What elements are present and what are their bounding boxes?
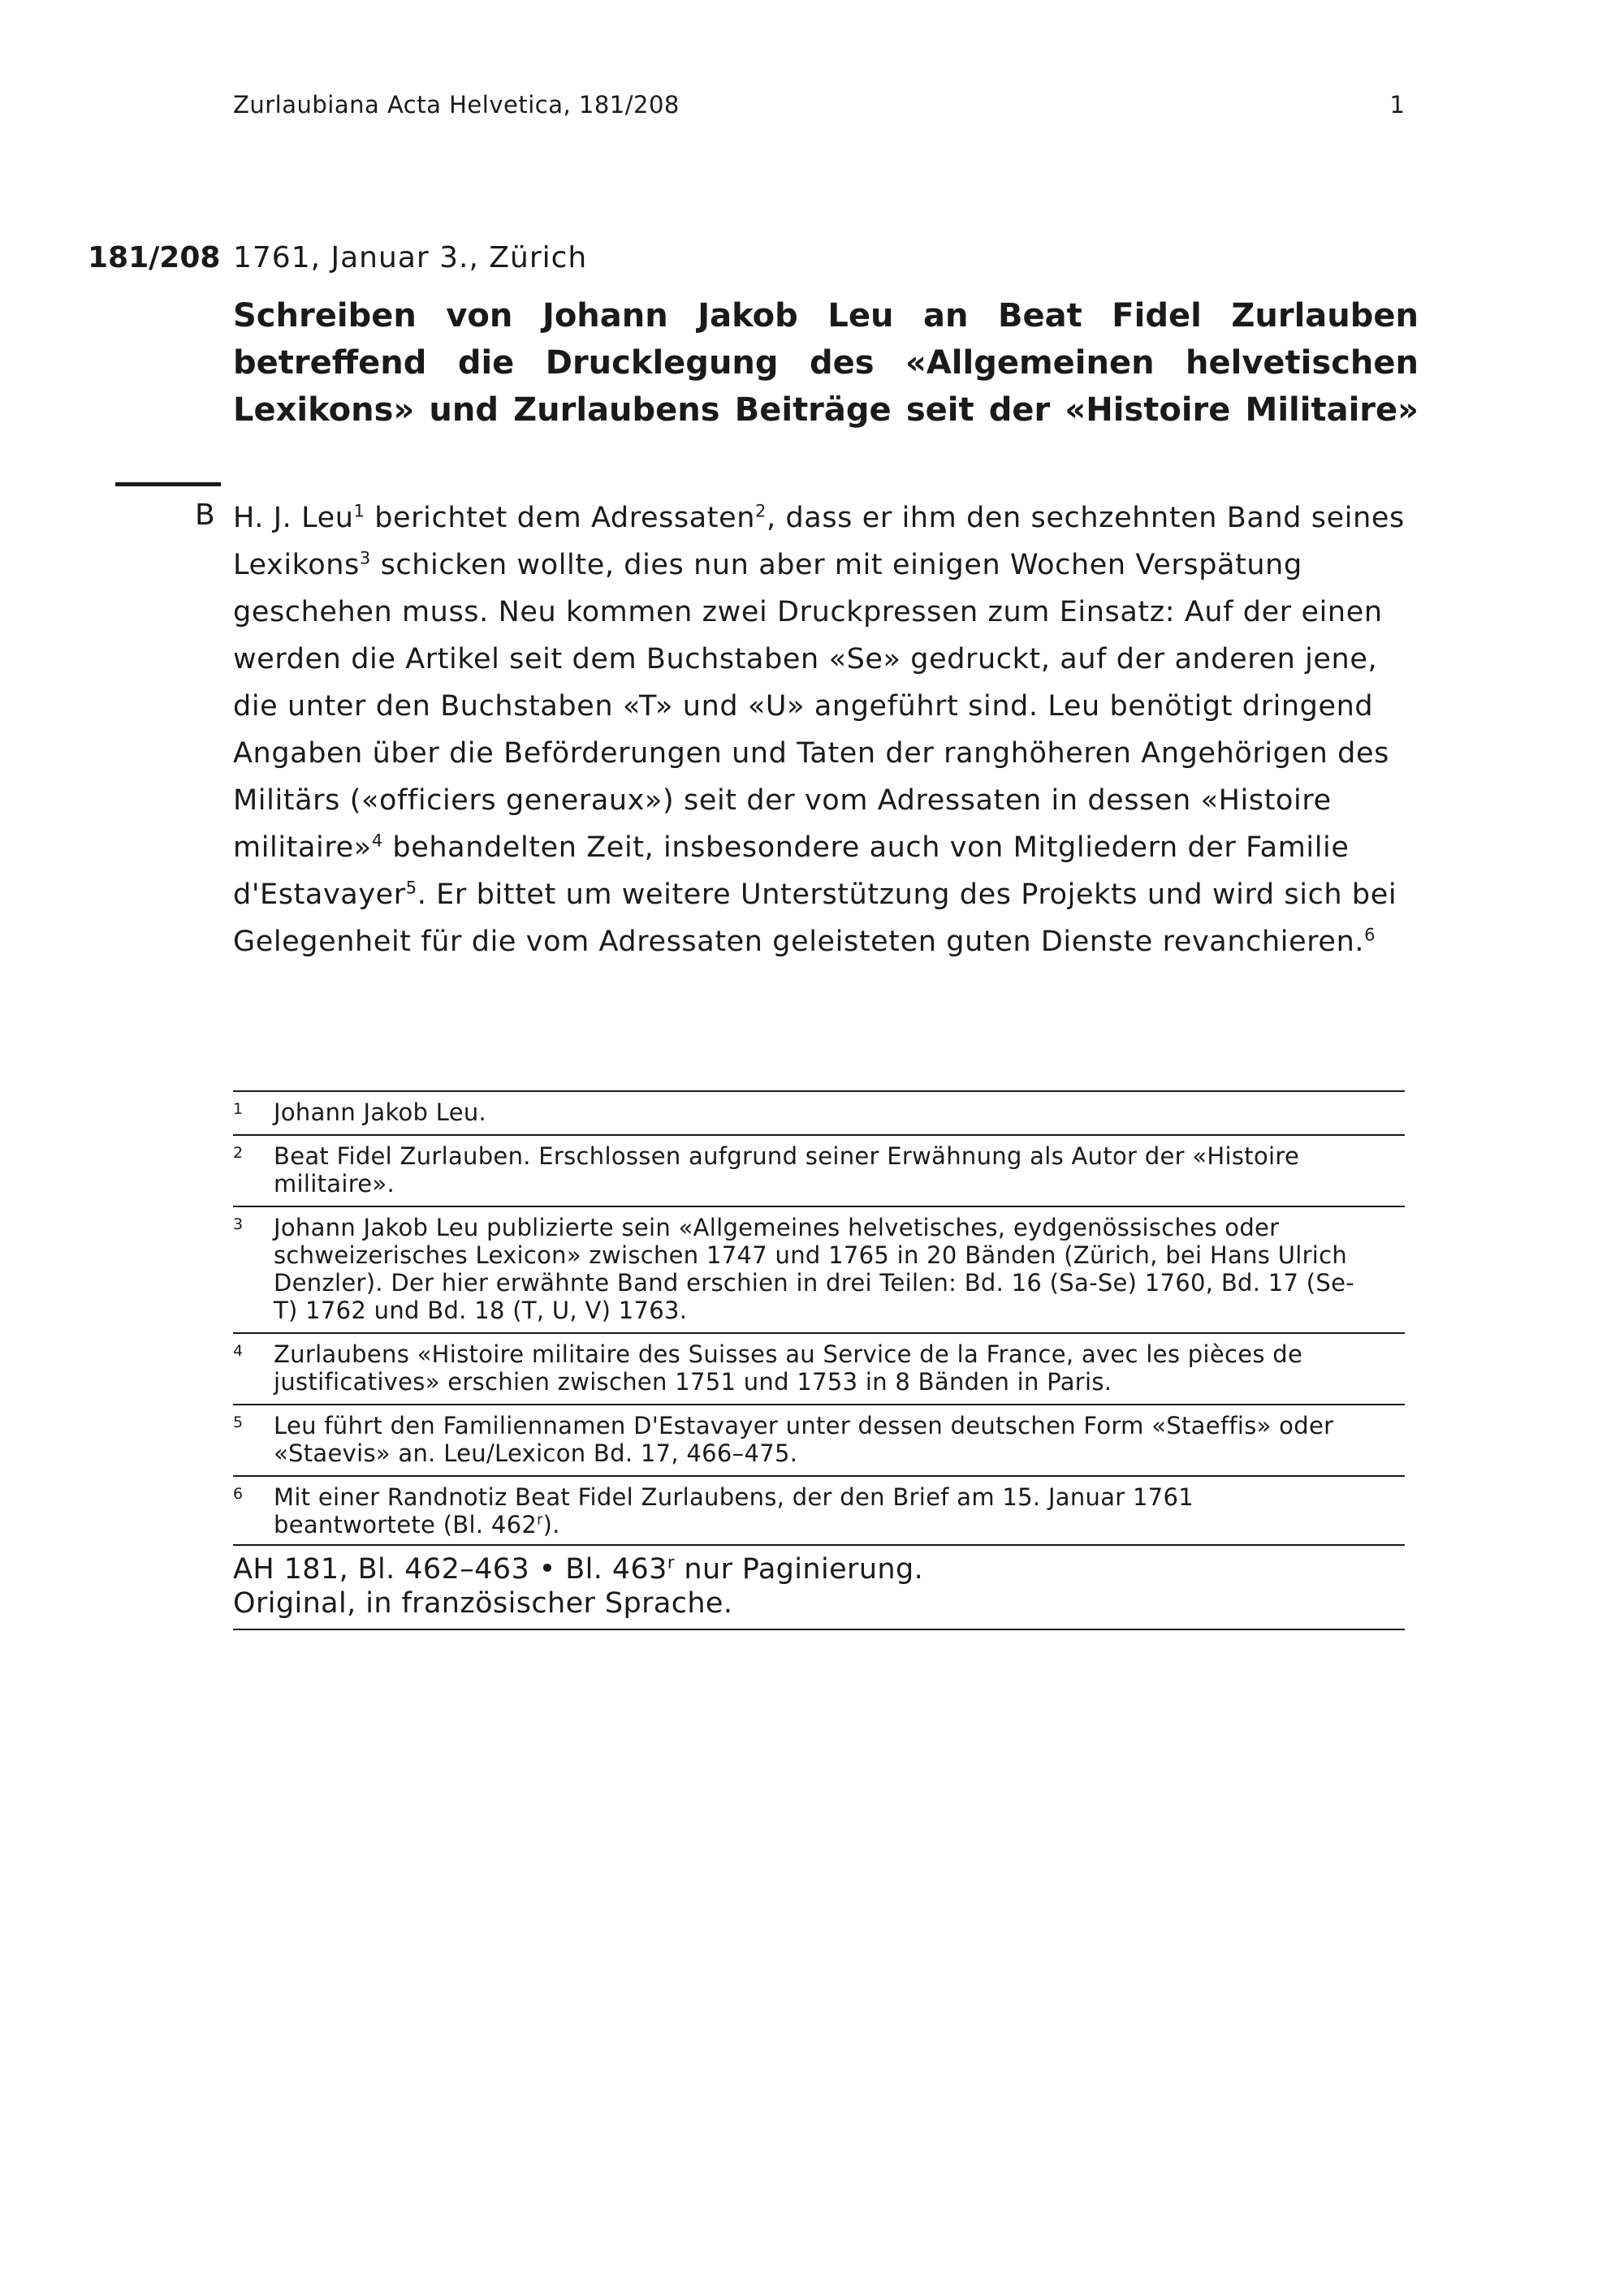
footnote-number: 1 <box>233 1100 244 1118</box>
footnote-line: Leu führt den Familiennamen D'Estavayer unter dessen deutschen Form «Staeffis» oder <box>274 1412 1334 1439</box>
footnote-ref: 5 <box>405 878 417 898</box>
footnote <box>233 1206 1405 1332</box>
document-number: 181/208 <box>88 241 221 274</box>
footnote-ref: 4 <box>371 831 383 851</box>
footnote <box>233 1475 1405 1547</box>
regest-line: geschehen muss. Neu kommen zwei Druckpressen zum Einsatz: Auf der einen <box>233 596 1383 628</box>
regest-line: Gelegenheit für die vom Adressaten geleisteten guten Dienste revanchieren.$^6$ <box>233 925 1376 958</box>
regest-text <box>233 494 1410 965</box>
footnote-line: militaire». <box>274 1170 395 1198</box>
footnote-line: T) 1762 und Bd. 18 (T, U, V) 1763. <box>274 1297 688 1324</box>
document-title <box>233 292 1419 434</box>
regest-line: Lexikons$^3$ schicken wollte, dies nun aber mit einigen Wochen Verspätung <box>233 548 1302 581</box>
footnote-ref: 1 <box>353 501 365 521</box>
source-note <box>233 1544 1405 1630</box>
footnote-number: 3 <box>233 1215 244 1233</box>
footnote-line: justificatives» erschien zwischen 1751 und 1753 in 8 Bänden in Paris. <box>274 1368 1112 1396</box>
footnote <box>233 1404 1405 1475</box>
footnote-line: «Staevis» an. Leu/Lexicon Bd. 17, 466–475. <box>274 1439 798 1467</box>
margin-rule <box>115 482 221 486</box>
footnote-ref: 2 <box>755 501 767 521</box>
footnote <box>233 1332 1405 1404</box>
footnote-line: Johann Jakob Leu. <box>274 1098 487 1126</box>
footnote <box>233 1134 1405 1206</box>
source-line: Original, in französischer Sprache. <box>233 1587 733 1620</box>
footnote-number: 2 <box>233 1144 244 1162</box>
document-date-place: 1761, Januar 3., Zürich <box>233 241 588 274</box>
footnote-number: 4 <box>233 1342 244 1360</box>
footnote-line: Johann Jakob Leu publizierte sein «Allgemeines helvetisches, eydgenössisches oder <box>274 1214 1280 1241</box>
folio-recto-mark: r <box>537 1512 543 1529</box>
footnote-line: Mit einer Randnotiz Beat Fidel Zurlaubens, der den Brief am 15. Januar 1761 <box>274 1483 1194 1511</box>
footnote <box>233 1090 1405 1134</box>
title-line: Schreiben von Johann Jakob Leu an Beat Fidel Zurlauben <box>233 297 1419 334</box>
regest-marker: B <box>195 498 215 532</box>
regest-line: werden die Artikel seit dem Buchstaben «Se» gedruckt, auf der anderen jene, <box>233 643 1378 675</box>
source-line: AH 181, Bl. 462–463 • Bl. 463$^r$ nur Paginierung. <box>233 1552 924 1586</box>
regest-line: H. J. Leu$^1$ berichtet dem Adressaten$^2$, dass er ihm den sechzehnten Band seines <box>233 501 1405 534</box>
footnote-ref: 3 <box>359 548 371 568</box>
page-number: 1 <box>1389 91 1405 119</box>
footnote-number: 6 <box>233 1485 244 1503</box>
footnote-ref: 6 <box>1364 925 1376 945</box>
running-title: Zurlaubiana Acta Helvetica, 181/208 <box>233 91 680 119</box>
regest-line: die unter den Buchstaben «T» und «U» angeführt sind. Leu benötigt dringend <box>233 690 1374 723</box>
footnotes <box>233 1090 1405 1547</box>
folio-recto-mark: r <box>667 1552 675 1573</box>
regest-line: Militärs («officiers generaux») seit der vom Adressaten in dessen «Histoire <box>233 784 1332 817</box>
regest-line: militaire»$^4$ behandelten Zeit, insbesondere auch von Mitgliedern der Familie <box>233 831 1350 864</box>
regest-line: d'Estavayer$^5$. Er bittet um weitere Unterstützung des Projekts und wird sich bei <box>233 878 1397 911</box>
title-line: betreffend die Drucklegung des «Allgemeinen helvetischen <box>233 344 1419 382</box>
title-line: Lexikons» und Zurlaubens Beiträge seit der «Histoire Militaire» <box>233 391 1419 429</box>
footnote-line: Denzler). Der hier erwähnte Band erschien in drei Teilen: Bd. 16 (Sa-Se) 1760, Bd. 17 (Se- <box>274 1269 1355 1297</box>
footnote-line: beantwortete (Bl. 462$^r$). <box>274 1511 560 1539</box>
footnote-line: Beat Fidel Zurlauben. Erschlossen aufgrund seiner Erwähnung als Autor der «Histoire <box>274 1142 1300 1170</box>
footnote-line: Zurlaubens «Histoire militaire des Suisses au Service de la France, avec les pièces de <box>274 1340 1303 1368</box>
footnote-number: 5 <box>233 1413 244 1431</box>
footnote-line: schweizerisches Lexicon» zwischen 1747 und 1765 in 20 Bänden (Zürich, bei Hans Ulrich <box>274 1241 1348 1269</box>
regest-line: Angaben über die Beförderungen und Taten der ranghöheren Angehörigen des <box>233 737 1389 770</box>
